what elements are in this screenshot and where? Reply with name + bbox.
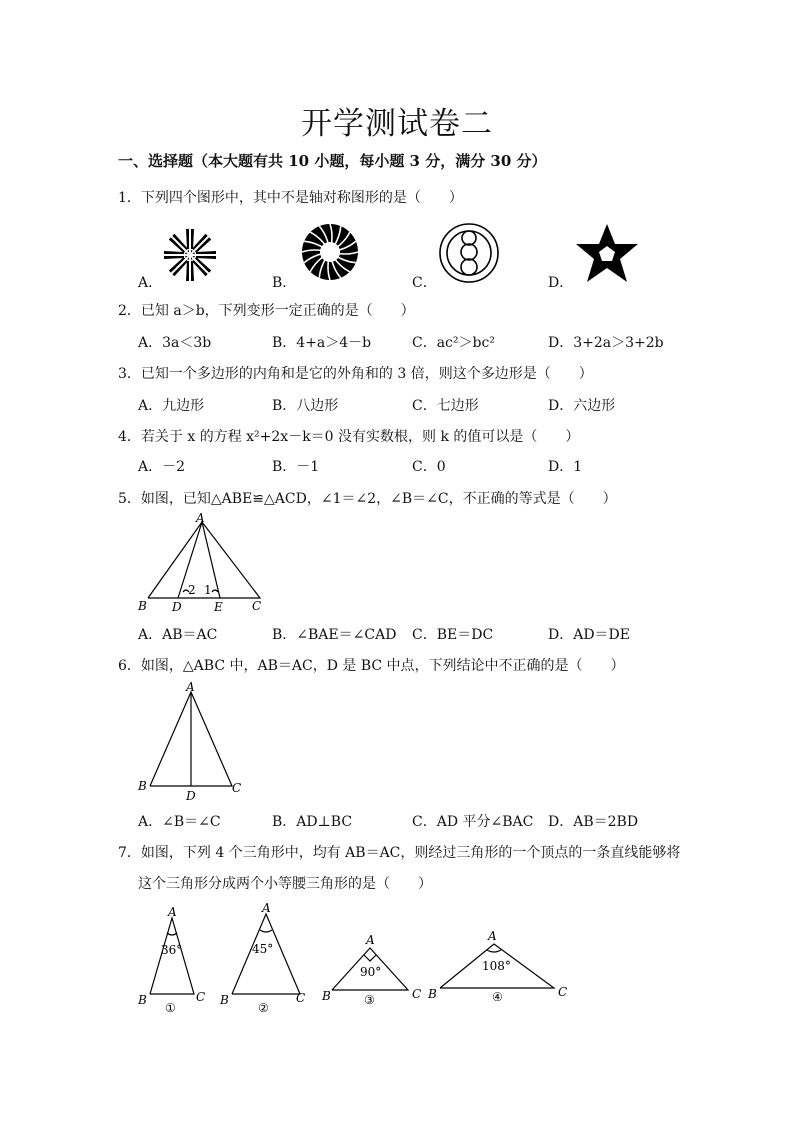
q3-option-b: B．八边形 [272,398,339,414]
q4-option-c: C．0 [412,459,446,475]
q5-label-b: B [138,599,147,613]
q7-t4-label-a: A [488,929,497,943]
q7-t1-label-c: C [196,990,206,1004]
q6-label-a: A [186,680,195,694]
q5-angle-1: 1 [204,583,212,597]
q7-triangles-figure [134,900,574,1020]
q2-option-d: D．3+2a＞3+2b [548,335,664,351]
question-7-stem: 7．如图，下列 4 个三角形中，均有 AB＝AC，则经过三角形的一个顶点的一条直线能够将 [118,845,681,861]
q2-option-b: B．4+a＞4－b [272,335,372,351]
q3-option-c: C．七边形 [412,398,479,414]
q5-option-d: D．AD＝DE [548,627,631,643]
q5-angle-2: 2 [188,583,196,597]
q5-label-e: E [214,600,223,614]
q6-option-b: B．AD⊥BC [272,814,353,830]
q6-label-b: B [138,779,147,793]
q2-option-c: C．ac²＞bc² [412,335,495,351]
question-7-stem-line2: 这个三角形分成两个小等腰三角形的是（ ） [138,876,432,892]
q1-figure-a-starburst [160,225,220,285]
question-1-stem: 1．下列四个图形中，其中不是轴对称图形的是（ ） [118,190,463,206]
q7-t4-angle: 108° [482,959,511,973]
q1-option-b: B． [272,275,297,291]
q1-figure-b-swirl [300,222,360,282]
q1-option-c: C． [412,275,437,291]
q3-option-d: D．六边形 [548,398,616,414]
q7-t2-label-b: B [220,993,229,1007]
q7-t4-label-b: B [428,987,437,1001]
q7-t3-label-a: A [366,933,375,947]
q7-t4-label-c: C [558,985,568,999]
q3-option-a: A．九边形 [138,398,205,414]
q7-t1-label-b: B [138,993,147,1007]
page-title: 开学测试卷二 [301,106,493,142]
q5-triangle-figure [136,512,276,616]
q6-option-d: D．AB＝2BD [548,814,639,830]
question-5-stem: 5．如图，已知△ABE≌△ACD，∠1＝∠2，∠B＝∠C，不正确的等式是（ ） [118,491,617,507]
q7-t2-number: ② [258,1001,269,1015]
q4-option-b: B．－1 [272,459,320,475]
q6-label-c: C [232,781,242,795]
question-4-stem: 4．若关于 x 的方程 x²+2x－k＝0 没有实数根，则 k 的值可以是（ ） [118,429,580,445]
q6-triangle-figure [136,680,246,802]
question-3-stem: 3．已知一个多边形的内角和是它的外角和的 3 倍，则这个多边形是（ ） [118,366,593,382]
q5-option-a: A．AB＝AC [138,627,218,643]
q7-t3-angle: 90° [360,965,382,979]
q6-label-d: D [186,789,196,803]
question-6-stem: 6．如图，△ABC 中，AB＝AC，D 是 BC 中点，下列结论中不正确的是（ ） [118,658,625,674]
q7-t3-number: ③ [364,993,375,1007]
q1-option-a: A． [138,275,163,291]
q7-t1-angle: 36° [161,943,183,957]
question-2-stem: 2．已知 a＞b，下列变形一定正确的是（ ） [118,303,415,319]
q1-option-d: D． [548,275,574,291]
q5-label-a: A [196,511,205,525]
q7-t2-angle: 45° [252,942,274,956]
q7-t3-label-b: B [322,989,331,1003]
q7-t2-label-a: A [262,901,271,915]
q7-t3-label-c: C [412,987,422,1001]
q7-t1-label-a: A [168,905,177,919]
section-heading: 一、选择题（本大题有共 10 小题，每小题 3 分，满分 30 分） [118,152,547,170]
q2-option-a: A．3a＜3b [138,335,212,351]
q5-label-d: D [172,600,182,614]
q6-option-a: A．∠B＝∠C [138,814,221,830]
q1-figure-d-star [574,222,640,284]
q6-option-c: C．AD 平分∠BAC [412,814,534,830]
q5-label-c: C [252,599,262,613]
q5-option-b: B．∠BAE＝∠CAD [272,627,397,643]
q7-t4-number: ④ [492,990,503,1004]
q4-option-a: A．－2 [138,459,186,475]
q1-figure-c-circles [438,222,500,284]
q5-option-c: C．BE＝DC [412,627,494,643]
q7-t1-number: ① [165,1001,176,1015]
q7-t2-label-c: C [296,991,306,1005]
q4-option-d: D．1 [548,459,583,475]
